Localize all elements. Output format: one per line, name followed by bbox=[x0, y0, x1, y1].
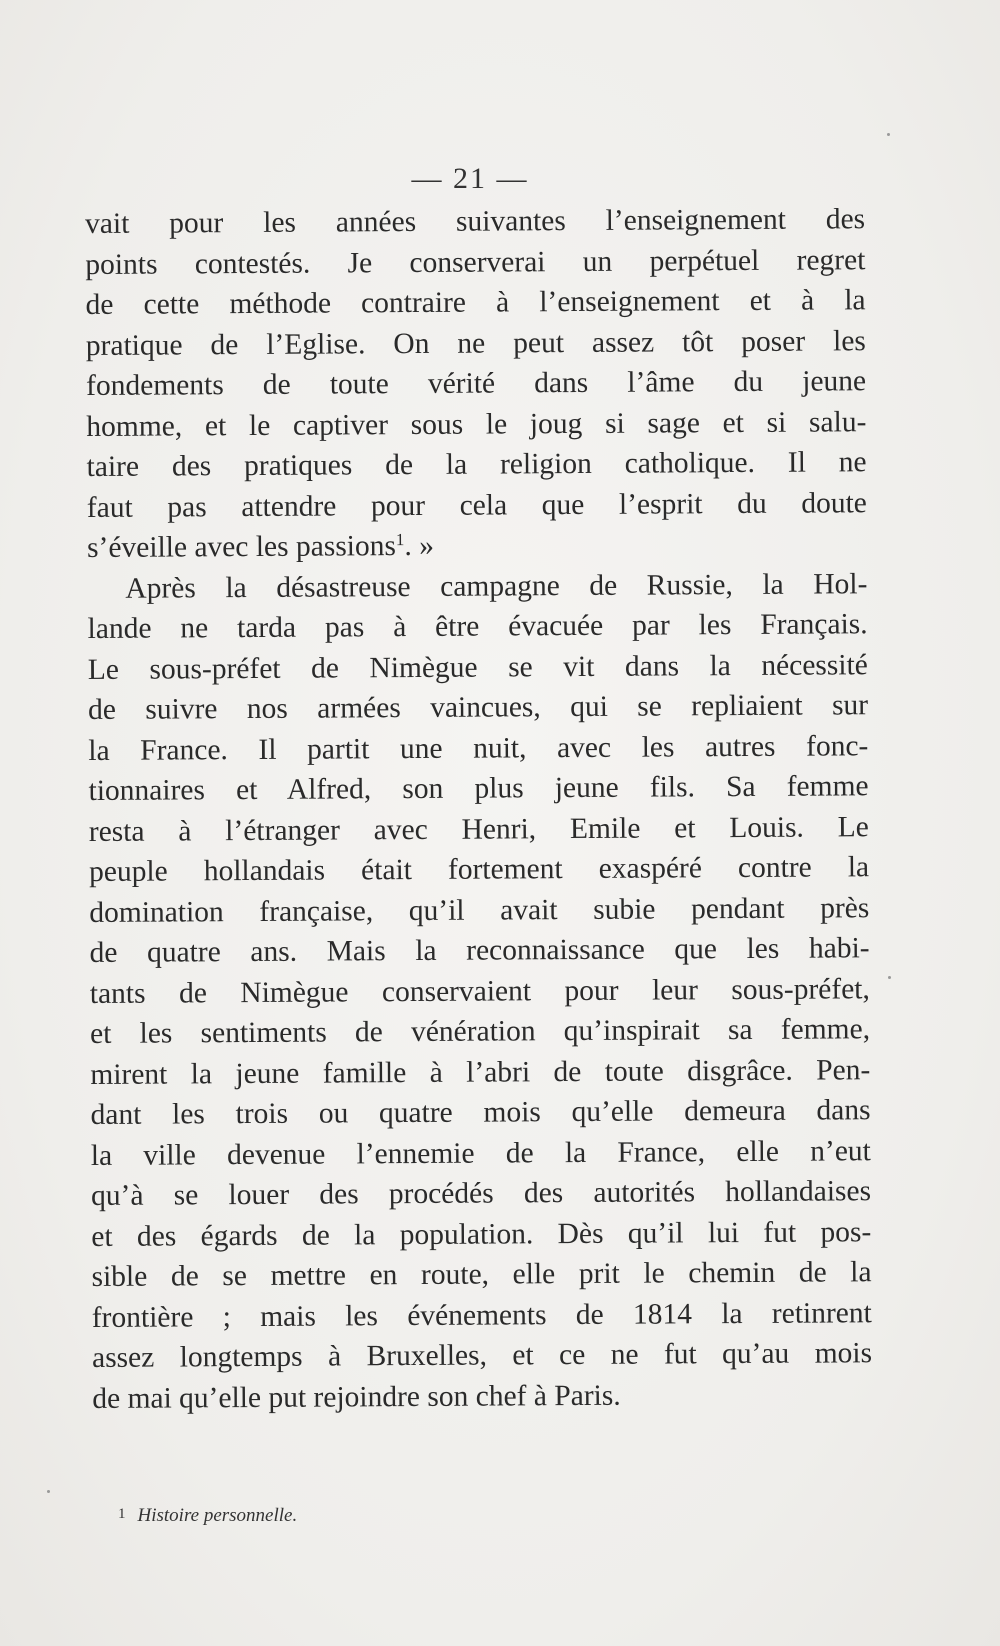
page-number: — 21 — bbox=[411, 162, 529, 195]
paragraph-2 bbox=[87, 564, 872, 1419]
text-line: la France. Il partit une nuit, avec les autres fonc- bbox=[88, 729, 869, 767]
footnote-number: 1 bbox=[118, 1506, 126, 1522]
text-line: homme, et le captiver sous le joug si sage et si salu- bbox=[86, 405, 867, 443]
paper-speck bbox=[887, 133, 890, 136]
text-line: Le sous-préfet de Nimègue se vit dans la nécessité bbox=[87, 648, 868, 686]
text-line: dant les trois ou quatre mois qu’elle demeura dans bbox=[90, 1094, 871, 1131]
text-line: pratique de l’Eglise. On ne peut assez tôt poser les bbox=[85, 324, 866, 362]
text-line: points contestés. Je conserverai un perpétuel regret bbox=[85, 243, 866, 281]
text-line: de cette méthode contraire à l’enseignement et à la bbox=[85, 284, 866, 321]
text-line: frontière ; mais les événements de 1814 la retinrent bbox=[91, 1296, 872, 1334]
paragraph-1 bbox=[85, 199, 867, 568]
text-line-last bbox=[87, 523, 867, 568]
text-line: mirent la jeune famille à l’abri de toute disgrâce. Pen- bbox=[90, 1053, 871, 1091]
text-line: de quatre ans. Mais la reconnaissance que les habi- bbox=[89, 932, 870, 969]
body-text bbox=[85, 199, 872, 1419]
text-line: tionnaires et Alfred, son plus jeune fils. Sa femme bbox=[88, 770, 869, 807]
text-line: domination française, qu’il avait subie pendant près bbox=[89, 891, 870, 929]
footnote bbox=[118, 1505, 297, 1527]
text-line: taire des pratiques de la religion catholique. Il ne bbox=[86, 446, 867, 483]
text-line: Après la désastreuse campagne de Russie, la Hol- bbox=[125, 567, 868, 605]
text-line: faut pas attendre pour cela que l’esprit du doute bbox=[86, 486, 867, 524]
text-line: peuple hollandais était fortement exaspéré contre la bbox=[88, 851, 870, 888]
text-line: et les sentiments de vénération qu’inspirait sa femme, bbox=[89, 1013, 871, 1050]
text-line: de suivre nos armées vaincues, qui se repliaient sur bbox=[87, 689, 869, 726]
text-line: sible de se mettre en route, elle prit le chemin de la bbox=[91, 1256, 872, 1293]
text-line: la ville devenue l’ennemie de la France, elle n’eut bbox=[90, 1134, 871, 1172]
text-line: lande ne tarda pas à être évacuée par les Français. bbox=[87, 608, 868, 645]
footnote-reference[interactable]: 1 bbox=[395, 530, 405, 550]
text-line: fondements de toute vérité dans l’âme du jeune bbox=[86, 365, 867, 402]
text-line-content: s’éveille avec les passions bbox=[87, 530, 397, 564]
paper-speck bbox=[47, 1490, 50, 1493]
paper-speck bbox=[888, 976, 891, 979]
text-line: resta à l’étranger avec Henri, Emile et Louis. Le bbox=[88, 810, 869, 848]
text-line: tants de Nimègue conservaient pour leur sous-préfet, bbox=[89, 972, 870, 1010]
closing-quote: . » bbox=[404, 529, 435, 563]
text-line: assez longtemps à Bruxelles, et ce ne fut qu’au mois bbox=[91, 1337, 873, 1374]
text-line: vait pour les années suivantes l’enseignement des bbox=[85, 203, 866, 240]
footnote-text: Histoire personnelle. bbox=[137, 1505, 298, 1526]
text-line: qu’à se louer des procédés des autorités hollandaises bbox=[90, 1175, 872, 1212]
text-line-last: de mai qu’elle put rejoindre son chef à Paris. bbox=[92, 1379, 621, 1415]
text-line: et des égards de la population. Dès qu’il lui fut pos- bbox=[91, 1215, 872, 1253]
